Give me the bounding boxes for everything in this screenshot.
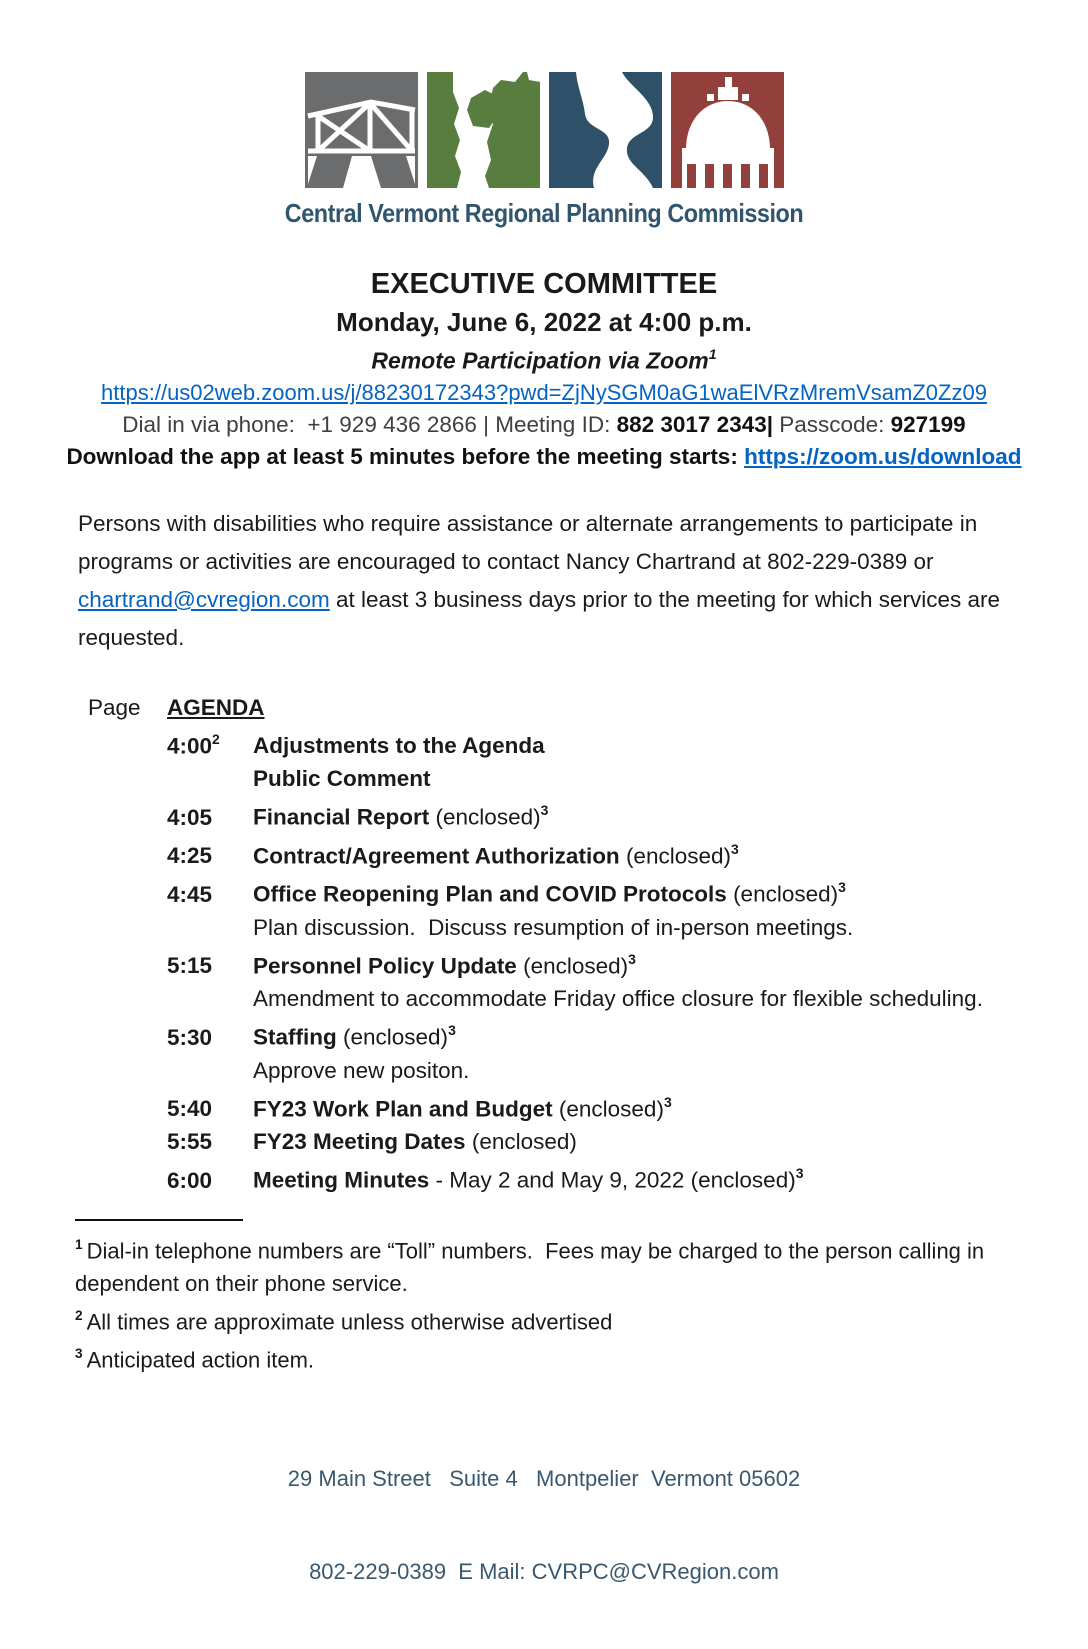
- agenda-row: [88, 1125, 1088, 1158]
- zoom-meeting-link[interactable]: https://us02web.zoom.us/j/88230172343?pwd=ZjNySGM0aG1waElVRzMremVsamZ0Zz09: [101, 379, 987, 405]
- agenda-item-text: Plan discussion. Discuss resumption of in-person meetings.: [253, 914, 854, 940]
- agenda-item-text: FY23 Meeting Dates (enclosed): [253, 1129, 577, 1155]
- page-column-label: Page: [88, 694, 141, 720]
- agenda-rows: [88, 724, 1088, 1197]
- agenda-item-text: [253, 729, 1088, 762]
- agenda-time: 5:55: [167, 1129, 213, 1155]
- agenda-time: 4:05: [167, 804, 213, 830]
- agenda-row: [88, 1087, 1088, 1126]
- footnote-ref: 3: [731, 840, 739, 857]
- meeting-datetime: Monday, June 6, 2022 at 4:00 p.m.: [336, 307, 752, 337]
- agenda-time: 4:45: [167, 881, 213, 907]
- remote-participation-text: Remote Participation via Zoom: [371, 347, 709, 374]
- agenda-item-text: Approve new positon.: [253, 1057, 470, 1083]
- agenda-item-title: Public Comment: [253, 766, 431, 792]
- agenda-row: [88, 944, 1088, 983]
- agenda-row: [88, 795, 1088, 834]
- meeting-header: [0, 264, 1088, 473]
- vermont-state-icon: [427, 72, 540, 188]
- footnote: $^3$ Anticipated action item.: [75, 1346, 315, 1373]
- dial-in-label: Dial in via phone: +1 929 436 2866 | Meeting ID:: [122, 411, 617, 437]
- footnote: $^2$ All times are approximate unless otherwise advertised: [75, 1307, 613, 1335]
- footnote-ref: 3: [795, 1165, 804, 1182]
- agenda-heading: AGENDA: [167, 694, 265, 720]
- footnote-ref: 3: [838, 879, 846, 896]
- passcode-value: 927199: [890, 411, 966, 437]
- download-line: [0, 441, 1088, 473]
- download-instruction: Download the app at least 5 minutes before the meeting starts:: [66, 443, 745, 469]
- agenda-row: [88, 1015, 1088, 1054]
- agenda-item-title: Contract/Agreement Authorization: [253, 843, 620, 869]
- footnote: $^1$ Dial-in telephone numbers are “Toll” numbers. Fees may be charged to the person calling in dependent on their phone service.: [75, 1236, 991, 1296]
- agenda-row: [88, 762, 1088, 795]
- accessibility-text-after: at least 3 business days prior to the meeting for which services are requested.: [78, 586, 1007, 650]
- agenda-item-title: Adjustments to the Agenda: [253, 733, 545, 759]
- passcode-label: Passcode:: [773, 411, 891, 437]
- agenda-item-title: Office Reopening Plan and COVID Protocols: [253, 881, 727, 907]
- agenda-row: [88, 1158, 1088, 1197]
- agenda-item-text: Amendment to accommodate Friday office closure for flexible scheduling.: [253, 986, 983, 1012]
- agenda-item-title: Meeting Minutes: [253, 1167, 430, 1193]
- zoom-link-line: [0, 377, 1088, 409]
- capitol-dome-icon: [671, 72, 784, 188]
- agenda-row: [88, 872, 1088, 911]
- footnote-ref: 2: [212, 730, 220, 747]
- agenda-item-title: Staffing: [253, 1024, 337, 1050]
- agenda-row: [88, 724, 1088, 763]
- dial-in-line: [0, 409, 1088, 441]
- footer-contact: 802-229-0389 E Mail: CVRPC@CVRegion.com: [309, 1558, 779, 1584]
- footnote-list: [75, 1229, 1020, 1377]
- meeting-id-value: 882 3017 2343|: [616, 411, 774, 437]
- footnote-ref: 3: [628, 950, 636, 967]
- footnote-ref-1: 1: [708, 347, 717, 363]
- agenda-item-text: Personnel Policy Update (enclosed)$^3$: [253, 950, 636, 979]
- agenda-row: [88, 982, 1088, 1015]
- agenda-item-text: [253, 762, 1088, 795]
- document-footer: [0, 1401, 1088, 1649]
- agenda-time: 5:40: [167, 1096, 213, 1122]
- agenda-time: $4:00^2$: [167, 730, 220, 759]
- agenda-item-text: Contract/Agreement Authorization (enclosed)$^3$: [253, 840, 739, 869]
- agenda-row: [88, 1054, 1088, 1087]
- org-name: Central Vermont Regional Planning Commission: [284, 198, 804, 228]
- bridge-icon: [305, 72, 418, 188]
- footnotes-section: [75, 1219, 1020, 1377]
- footer-address: 29 Main Street Suite 4 Montpelier Vermont 05602: [287, 1465, 801, 1491]
- agenda-row: [88, 911, 1088, 944]
- footnote-number: 1: [75, 1236, 83, 1252]
- agenda-item-text: Staffing (enclosed)$^3$: [253, 1022, 456, 1050]
- footnote-number: 2: [75, 1307, 83, 1323]
- agenda-item-text: Meeting Minutes - May 2 and May 9, 2022 (enclosed)$^3$: [253, 1165, 804, 1193]
- contact-email-link[interactable]: chartrand@cvregion.com: [78, 586, 330, 612]
- river-road-icon: [549, 72, 662, 188]
- agenda-item-text: Office Reopening Plan and COVID Protocols (enclosed)$^3$: [253, 879, 846, 907]
- footnote-separator: [75, 1219, 243, 1221]
- agenda-header-row: [88, 691, 1088, 724]
- agenda-time: 4:25: [167, 843, 213, 869]
- agenda-item-title: FY23 Work Plan and Budget: [253, 1096, 553, 1122]
- page-title: EXECUTIVE COMMITTEE: [370, 268, 718, 300]
- agenda-time: 6:00: [167, 1167, 213, 1193]
- footnote-ref: 3: [663, 1093, 672, 1110]
- remote-participation-line: [0, 340, 1088, 377]
- agenda-row: [88, 834, 1088, 873]
- logo-panels: [0, 72, 1088, 188]
- footnote-number: 3: [75, 1346, 83, 1362]
- footnote-ref: 3: [448, 1022, 456, 1039]
- footnote-ref: 3: [540, 802, 549, 819]
- agenda-item-title: Personnel Policy Update: [253, 953, 517, 979]
- agenda-item-text: FY23 Work Plan and Budget (enclosed)$^3$: [253, 1093, 672, 1122]
- agenda-item-text: Financial Report (enclosed)$^3$: [253, 802, 549, 830]
- agenda-item-title: FY23 Meeting Dates: [253, 1129, 466, 1155]
- agenda-item-title: Financial Report: [253, 804, 430, 830]
- zoom-download-link[interactable]: https://zoom.us/download: [744, 443, 1022, 469]
- agenda-section: [88, 691, 1088, 1197]
- agenda-time: 5:30: [167, 1024, 213, 1050]
- cvrpc-logo: [0, 72, 1088, 228]
- accessibility-text-before: Persons with disabilities who require assistance or alternate arrangements to participate in programs or activities are encouraged to contact Nancy Chartrand at 802-229-0389 or: [78, 510, 984, 574]
- accessibility-notice: [78, 505, 1018, 657]
- agenda-time: 5:15: [167, 953, 213, 979]
